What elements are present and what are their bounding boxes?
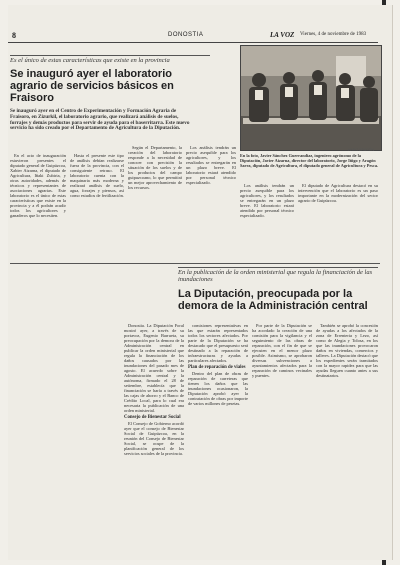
- newspaper-name: LA VOZ: [270, 31, 295, 39]
- article2-col2-text: comisiones representativas en las que estarán representados todos los sectores afectados. Por parte de la Diputación se ha destacado que el presupuesto será destinado a la reparación de infraestructuras y ayudas a particulares afectados.: [188, 323, 248, 363]
- photo-people-illustration: [241, 46, 381, 150]
- newspaper-page: [8, 5, 393, 560]
- photo-credit: HARO ARAGÓN: [348, 148, 375, 152]
- page-number: 8: [12, 31, 16, 40]
- photo-caption: En la foto, Javier Sánchez Guerrandiaz, ingeniero agrónomo de la Diputación, Javier Aizarna, director del laboratorio, Jorge Iñigo y Aragón Sarra, diputado de Agricultura, el diputado general de Agricultura y Pesca.: [240, 153, 379, 168]
- article1-headline: Se inauguró ayer el laboratorio agrario de servicios básicos en Fraisoro: [10, 68, 174, 104]
- article2-col2b-text: Dentro del plan de obras de reparación de carreteras que tienen los daños que las inundaciones ocasionaron, la Diputación aprobó ayer la contratación de obras por importe de varios millones de pesetas.: [188, 371, 248, 406]
- article2-col4-text: También se aprobó la concesión de ayudas a los afectados de la zona de Errenteria y Lezo, así como de Alegia y Tolosa, en los que las inundaciones provocaron daños en viviendas, comercios y talleres. La Diputación destacó que los expedientes serán tramitados con la mayor rapidez para que las ayudas lleguen cuanto antes a sus destinatarios.: [316, 323, 378, 378]
- article2-col3-text: Por parte de la Diputación se ha acordado la creación de una comisión para la vigilancia y el seguimiento de las obras de reparación, con el fin de que se ejecuten en el menor plazo posible. Asimismo, se aprobaron diversas subvenciones a ayuntamientos afectados para la reparación de caminos vecinales y puentes.: [252, 323, 312, 378]
- article2-kicker: En la publicación de la orden ministerial que regula la financiación de las inundaciones: [178, 267, 378, 283]
- article1-col5-text: El diputado de Agricultura destacó en su intervención que el laboratorio es un paso importante en la modernización del sector agrario de Guipúzcoa.: [298, 183, 378, 203]
- article2-col1-text: Donostia. La Diputación Foral mostró ayer, a través de su portavoz, Eugenio Barrueta, su preocupación por la demora de la Administración central en publicar la orden ministerial que regula la financiación de los daños causados por las inundaciones del pasado mes de agosto. El acuerdo sobre la Administración central y la autónoma, firmado el 28 de setiembre, establecía que la financiación se haría a través de las cajas de ahorro y el Banco de Crédito Local, para lo cual era necesaria la publicación de una orden ministerial.: [124, 323, 184, 413]
- article1-col1-text: En el acto de inauguración estuvieron presentes el diputado general de Guipúzcoa, Xabier Aizarna, el diputado de Agricultura, Iñaki Zubiria, y otras autoridades, además de técnicos y representantes de asociaciones agrarias. Este laboratorio es el único de estas características que existe en la provincia y a él podrán acudir todos los agricultores y ganaderos que lo necesiten.: [10, 153, 66, 218]
- article1-column-2: [70, 153, 124, 200]
- article2-column-1: [124, 323, 184, 458]
- article1-column-6: [240, 183, 294, 220]
- article-divider: [10, 263, 380, 264]
- article2-headline: La Diputación, preocupada por la demora de la Administración central: [178, 288, 368, 312]
- article1-col3-text: Según el Departamento, la creación del laboratorio responde a la necesidad de conocer con precisión la situación de los suelos y de los productos del campo guipuzcoano, lo que permitirá un mejor aprovechamiento de los recursos.: [128, 145, 182, 190]
- article1-col2-text: Hasta el presente este tipo de análisis debían realizarse fuera de la provincia, con el consiguiente retraso. El laboratorio cuenta con la maquinaria más moderna y realizará análisis de suelo, agua, forrajes y piensos, así como estudios de fertilización.: [70, 153, 124, 198]
- article1-col4-text: Los análisis tendrán un precio asequible para los agricultores, y los resultados se entregarán en un plazo breve. El laboratorio estará atendido por personal técnico especializado.: [186, 145, 236, 185]
- article2-subhead-2: Plan de reparación de viales: [188, 364, 246, 370]
- section-name: DONOSTIA: [168, 32, 204, 38]
- article1-column-1: [10, 153, 66, 220]
- article2-column-2: [188, 323, 248, 408]
- article1-col6-text: Los análisis tendrán un precio asequible para los agricultores, y los resultados se entregarán en un plazo breve. El laboratorio estará atendido por personal técnico especializado.: [240, 183, 294, 218]
- article2-subhead-1: Consejo de Bienestar Social: [124, 414, 181, 420]
- article2-col1b-text: El Consejo de Gobierno acordó ayer que el consejo de Bienestar Social de Guipúzcoa, en la reunión del Consejo de Bienestar Social, se ocupe de la planificación general de los servicios sociales de la provincia.: [124, 421, 184, 456]
- page-header: [8, 31, 378, 43]
- article1-column-3: [128, 145, 182, 192]
- article1-column-5: [298, 183, 378, 205]
- issue-date: Viernes, 4 de noviembre de 1983: [300, 32, 367, 37]
- article2-column-4: [316, 323, 378, 380]
- article1-lead: Se inauguró ayer en el Centro de Experimentación y Formación Agraria de Fraisoro, en Zizurkil, el laboratorio agrario, que realizará análisis de suelos, forrajes y demás productos para servir de ayuda para el baserritarra. Este nuevo servicio ha sido creado por el Departamento de Agricultura de la Diputación.: [10, 108, 190, 132]
- article1-column-4: [186, 145, 236, 187]
- news-photo: [240, 45, 382, 151]
- article2-column-3: [252, 323, 312, 380]
- article1-kicker: Es el único de estas características que existe en la provincia: [10, 55, 210, 64]
